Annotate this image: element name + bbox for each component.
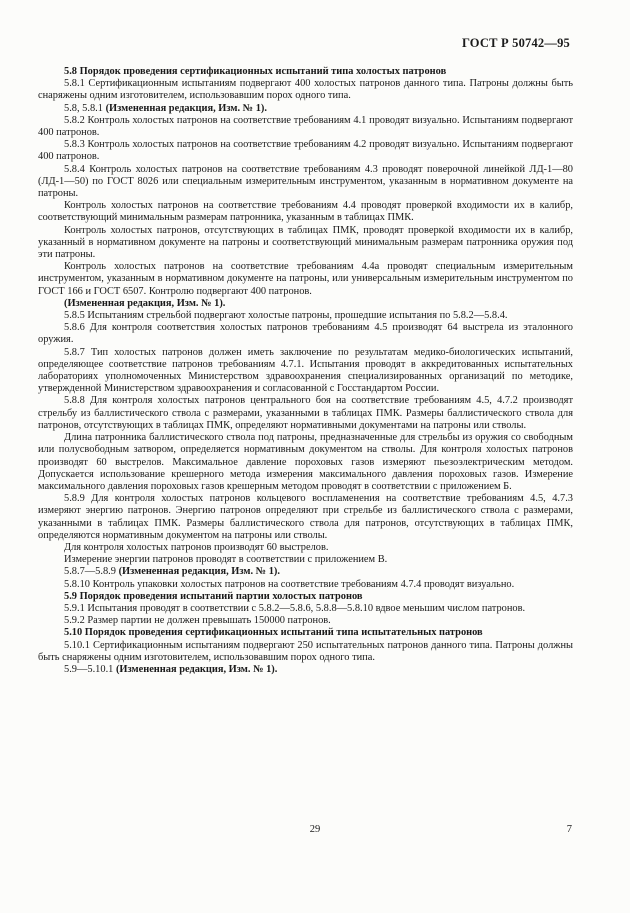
paragraph: [38, 591, 573, 603]
paragraph: [38, 615, 573, 627]
paragraph-text: 5.10.1 Сертификационным испытаниям подвергают 250 испытательных патронов данного типа. Патроны должны быть снаряжены одним изготовителем, использовавшим порох одного типа.: [38, 639, 573, 663]
paragraph: [38, 566, 573, 578]
paragraph: [38, 261, 573, 298]
paragraph: [38, 579, 573, 591]
paragraph: [38, 78, 573, 102]
paragraph-text: 5.8.9 Для контроля холостых патронов кольцевого воспламенения на соответствие требованиям 4.5, 4.7.3 измеряют энергию патронов. Энергию патронов определяют при стрельбе из баллистического ствола с размерами, указанными в таблицах ПМК. Размеры баллистического ствола для патронов, отсутствующих в таблицах ПМК, определяются нормативным документом на патроны или стволы.: [38, 493, 573, 541]
paragraph-text: 5.8.1 Сертификационным испытаниям подвергают 400 холостых патронов данного типа. Патроны должны быть снаряжены одним изготовителем, использовавшим порох одного типа.: [38, 78, 573, 102]
paragraph-text: 5.9.2 Размер партии не должен превышать 150000 патронов.: [64, 615, 331, 627]
paragraph-text: 5.8.4 Контроль холостых патронов на соответствие требованиям 4.3 проводят поверочной линейкой ЛД-1—80 (ЛД-1—50) по ГОСТ 8026 или специальным измерительным инструментом, указанным в нормативном документе на патроны.: [38, 163, 573, 200]
standard-header: ГОСТ Р 50742—95: [461, 36, 570, 50]
paragraph: [38, 640, 573, 664]
bold-text: (Измененная редакция, Изм. № 1).: [115, 663, 278, 675]
paragraph: [38, 627, 573, 639]
paragraph: [38, 395, 573, 432]
paragraph: [38, 347, 573, 396]
paragraph-ref: 5.8.7—5.8.9: [64, 566, 119, 578]
paragraph: [38, 554, 573, 566]
paragraph: [38, 164, 573, 201]
paragraph: [38, 432, 573, 493]
paragraph: [38, 298, 573, 310]
paragraph-text: 5.8.6 Для контроля соответствия холостых патронов требованиям 4.5 производят 64 выстрела из эталонного оружия.: [38, 322, 573, 346]
bold-text: 5.8 Порядок проведения сертификационных испытаний типа холостых патронов: [64, 66, 447, 77]
paragraph-text: Для контроля холостых патронов производят 60 выстрелов.: [64, 541, 329, 553]
paragraph: [38, 66, 573, 78]
paragraph-text: 5.8.10 Контроль упаковки холостых патронов на соответствие требованиям 4.7.4 проводят визуально.: [64, 578, 515, 590]
paragraph: [38, 115, 573, 139]
paragraph: [38, 664, 573, 676]
paragraph-ref: 5.8, 5.8.1: [64, 102, 106, 114]
paragraph: [38, 225, 573, 262]
bold-text: 5.9 Порядок проведения испытаний партии холостых патронов: [64, 590, 363, 602]
paragraph-text: Измерение энергии патронов проводят в соответствии с приложением В.: [64, 554, 388, 566]
paragraph-text: 5.8.3 Контроль холостых патронов на соответствие требованиям 4.2 проводят визуально. Испытаниям подвергают 400 патронов.: [38, 139, 573, 163]
page-number-right: 7: [566, 824, 572, 835]
paragraph: [38, 322, 573, 346]
paragraph-text: Контроль холостых патронов на соответствие требованиям 4.4а проводят специальным измерительным инструментом, указанным в нормативном документе на патроны, или универсальным измерительным инструментом по ГОСТ 166 и ГОСТ 6507. Контролю подвергают 400 патронов.: [38, 261, 573, 297]
paragraph-text: 5.8.8 Для контроля холостых патронов центрального боя на соответствие требованиям 4.5, 4.7.2 производят стрельбу из баллистического ствола с размерами, указанными в таблицах ПМК. Размеры баллистического ствола для патронов, отсутствующих в таблицах ПМК, определяют нормативными документами на патроны или стволы.: [38, 395, 573, 431]
paragraph: [38, 310, 573, 322]
paragraph: [38, 542, 573, 554]
paragraph-text: 5.8.5 Испытаниям стрельбой подвергают холостые патроны, прошедшие испытания по 5.8.2—5.8.4.: [64, 310, 508, 322]
amendment-note: (Измененная редакция, Изм. № 1).: [64, 297, 226, 309]
paragraph-text: 5.9.1 Испытания проводят в соответствии с 5.8.2—5.8.6, 5.8.8—5.8.10 вдвое меньшим числом патронов.: [64, 602, 526, 614]
page-number-center: 29: [309, 824, 321, 835]
paragraph-text: 5.8.2 Контроль холостых патронов на соответствие требованиям 4.1 проводят визуально. Испытаниям подвергают 400 патронов.: [38, 114, 573, 139]
paragraph: [38, 103, 573, 115]
bold-text: (Измененная редакция, Изм. № 1).: [105, 102, 267, 114]
paragraph-text: Контроль холостых патронов, отсутствующих в таблицах ПМК, проводят проверкой входимости их в калибр, указанный в нормативном документе на патроны и соответствующий минимальным размерам патронника оружия под эти патроны.: [38, 224, 573, 261]
paragraph: [38, 200, 573, 224]
paragraph-text: Длина патронника баллистического ствола под патроны, предназначенные для стрельбы из оружия со свободным или полусвободным затвором, определяется нормативным документом на стволы. Для контроля холостых патронов производят 60 выстрелов. Максимальное давление пороховых газов измеряют пьезоэлектрическим методом. Допускается использование крешерного метода измерения максимального давления пороховых газов. Измерение максимального давления пороховых газов крешерным методом проводят в соответствии с приложением Б.: [38, 432, 573, 492]
bold-text: 5.10 Порядок проведения сертификационных испытаний типа испытательных патронов: [64, 627, 483, 639]
paragraph: [38, 139, 573, 163]
paragraph-text: Контроль холостых патронов на соответствие требованиям 4.4 проводят проверкой входимости их в калибр, соответствующий минимальным размерам патронника, указанным в таблицах ПМК.: [38, 200, 573, 224]
paragraph: [38, 603, 573, 615]
document-body: [38, 66, 573, 676]
paragraph-text: 5.8.7 Тип холостых патронов должен иметь заключение по результатам медико-биологических испытаний, определяющее соответствие патронов требованиям 4.7.1. Испытания проводят в аккредитованных испытательных лабораториях уполномоченных Министерством здравоохранения специализированных организаций по методике, утвержденной Министерством здравоохранения и согласованной с Госстандартом России.: [38, 346, 573, 395]
bold-text: (Измененная редакция, Изм. № 1).: [118, 566, 280, 578]
paragraph: [38, 493, 573, 542]
paragraph-ref: 5.9—5.10.1: [64, 663, 116, 675]
